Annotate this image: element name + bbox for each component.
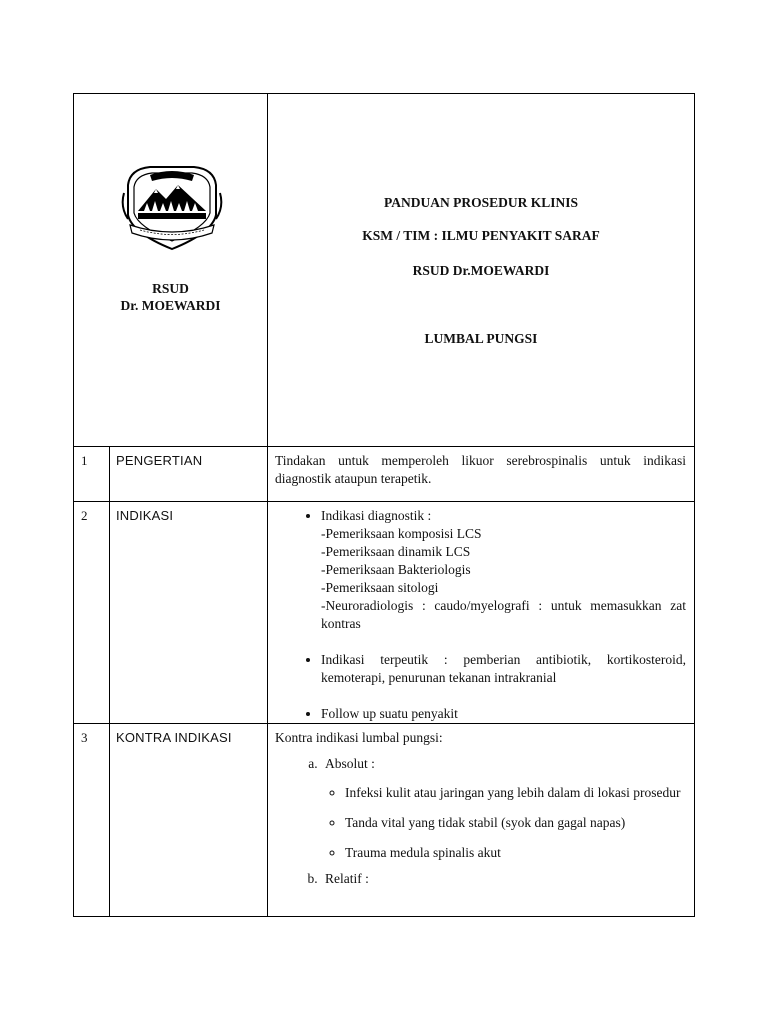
- list-item: [321, 705, 686, 723]
- indication-title: Indikasi terpeutik : pemberian antibiotik, kortikosteroid, kemoterapi, penurunan tekanan intrakranial: [321, 652, 686, 685]
- indication-sub: -Pemeriksaan Bakteriologis: [321, 562, 471, 577]
- indication-list: [275, 507, 686, 723]
- row-content: Tindakan untuk memperoleh likuor serebrospinalis untuk indikasi diagnostik ataupun terapetik.: [268, 447, 695, 502]
- contraindication-list: [275, 755, 686, 888]
- hospital-name-line1: RSUD: [152, 281, 189, 296]
- absolute-list: [325, 779, 686, 866]
- list-item: [321, 755, 686, 866]
- row-number: 3: [74, 724, 110, 917]
- procedure-table: [73, 93, 695, 917]
- indication-sub: -Pemeriksaan komposisi LCS: [321, 526, 482, 541]
- procedure-document: [73, 93, 694, 917]
- row-label: KONTRA INDIKASI: [110, 724, 268, 917]
- row-indikasi: [74, 502, 695, 724]
- indication-title: Indikasi diagnostik :: [321, 508, 432, 523]
- list-item: [321, 651, 686, 687]
- header-logo-cell: [74, 94, 268, 447]
- list-item: ◦ Trauma medula spinalis akut: [345, 839, 686, 866]
- contraindication-intro: Kontra indikasi lumbal pungsi:: [275, 730, 443, 745]
- indication-sub: -Pemeriksaan sitologi: [321, 580, 439, 595]
- row-content: [268, 724, 695, 917]
- indication-title: Follow up suatu penyakit: [321, 706, 458, 721]
- indication-sub: -Pemeriksaan dinamik LCS: [321, 544, 471, 559]
- indication-sub: -Neuroradiologis : caudo/myelografi : untuk memasukkan zat kontras: [321, 598, 686, 631]
- row-label: PENGERTIAN: [110, 447, 268, 502]
- row-content: [268, 502, 695, 724]
- row-kontra-indikasi: [74, 724, 695, 917]
- row-number: 1: [74, 447, 110, 502]
- procedure-title: LUMBAL PUNGSI: [424, 331, 538, 346]
- row-label: INDIKASI: [110, 502, 268, 724]
- relative-label: Relatif :: [325, 871, 369, 886]
- list-item: ◦ Infeksi kulit atau jaringan yang lebih dalam di lokasi prosedur: [345, 779, 686, 806]
- department-title: KSM / TIM : ILMU PENYAKIT SARAF: [362, 228, 600, 243]
- hospital-name: [74, 280, 267, 314]
- header-row: [74, 94, 695, 447]
- hospital-title: RSUD Dr.MOEWARDI: [412, 263, 550, 278]
- row-number: 2: [74, 502, 110, 724]
- row-pengertian: [74, 447, 695, 502]
- central-java-province-emblem-icon: [120, 163, 224, 253]
- document-title: PANDUAN PROSEDUR KLINIS: [383, 195, 579, 210]
- absolute-label: Absolut :: [325, 756, 375, 771]
- list-item: ◦ Tanda vital yang tidak stabil (syok dan gagal napas): [345, 809, 686, 836]
- header-title-cell: [268, 94, 695, 447]
- hospital-name-line2: Dr. MOEWARDI: [120, 298, 221, 313]
- list-item: [321, 870, 686, 888]
- list-item: [321, 507, 686, 633]
